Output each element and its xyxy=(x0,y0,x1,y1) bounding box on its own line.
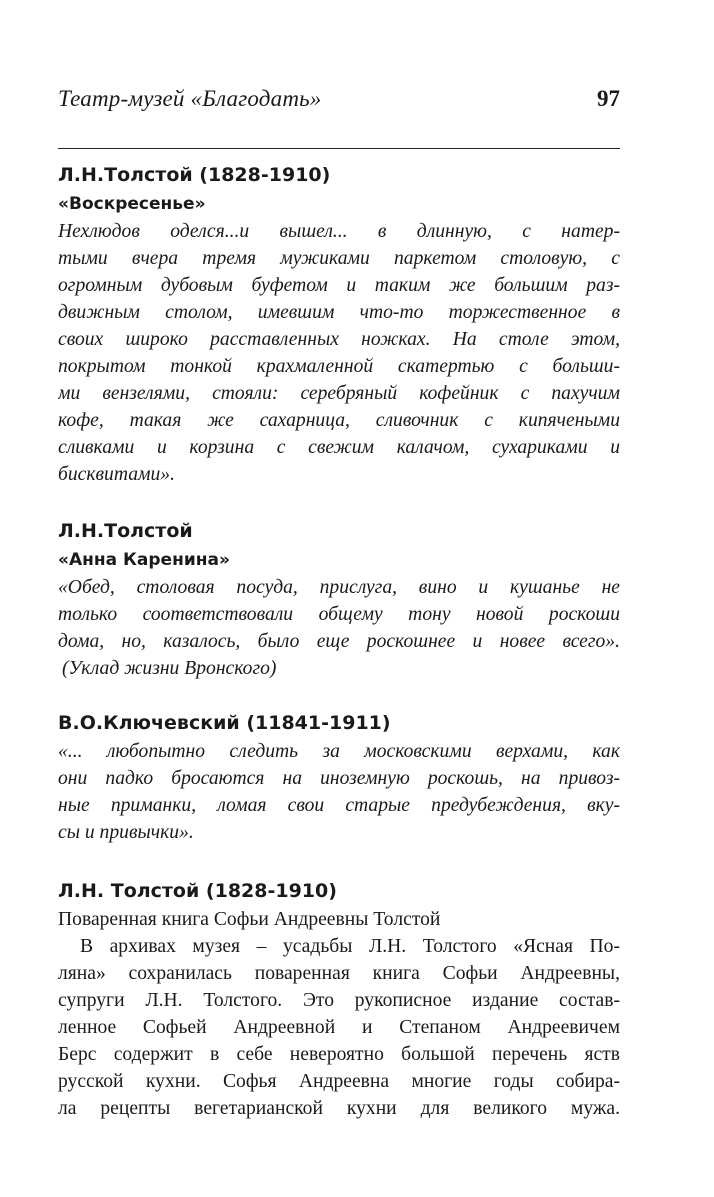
quote-line: дома, но, казалось, было еще роскошнее и новее всего». xyxy=(58,631,620,652)
quote-line: бисквитами». xyxy=(58,464,175,485)
header-rule xyxy=(58,148,620,149)
body-line: Берс содержит в себе невероятно большой перечень яств xyxy=(58,1044,620,1065)
quote-line: покрытом тонкой крахмаленной скатертью с больши- xyxy=(58,356,620,377)
section-author: В.О.Ключевский (11841-1911) xyxy=(58,712,391,734)
section-work-title: «Анна Каренина» xyxy=(58,550,230,570)
page-number: 97 xyxy=(597,86,620,111)
body-line: русской кухни. Софья Андреевна многие годы собира- xyxy=(58,1071,620,1092)
quote-line: «... любопытно следить за московскими верхами, как xyxy=(58,741,620,762)
section-author: Л.Н.Толстой (1828-1910) xyxy=(58,164,331,186)
section-work-title: «Воскресенье» xyxy=(58,194,206,214)
quote-line: тыми вчера тремя мужиками паркетом столовую, с xyxy=(58,248,620,269)
quote-line: только соответствовали общему тону новой роскоши xyxy=(58,604,620,625)
quote-line: движным столом, имевшим что-то торжественное в xyxy=(58,302,620,323)
section-author: Л.Н.Толстой xyxy=(58,520,193,542)
body-line: ла рецепты вегетарианской кухни для великого мужа. xyxy=(58,1098,620,1119)
quote-line: ные приманки, ломая свои старые предубеждения, вку- xyxy=(58,795,620,816)
section-quote xyxy=(58,738,620,846)
quote-line: «Обед, столовая посуда, прислуга, вино и кушанье не xyxy=(58,577,620,598)
section-quote xyxy=(58,218,620,488)
running-head xyxy=(58,86,620,120)
section-body xyxy=(58,906,620,1122)
quote-line: своих широко расставленных ножках. На столе этом, xyxy=(58,329,620,350)
section-klyuchevsky xyxy=(58,708,620,846)
body-line: супруги Л.Н. Толстого. Это рукописное издание состав- xyxy=(58,990,620,1011)
page-content xyxy=(58,160,620,1122)
section-cookbook xyxy=(58,876,620,1122)
running-title: Театр-музей «Благодать» xyxy=(58,86,322,111)
body-line: ленное Софьей Андреевной и Степаном Андреевичем xyxy=(58,1017,620,1038)
quote-line: кофе, такая же сахарница, сливочник с кипячеными xyxy=(58,410,620,431)
section-subtitle: Поваренная книга Софьи Андреевны Толстой xyxy=(58,909,441,930)
quote-line: Нехлюдов оделся...и вышел... в длинную, с натер- xyxy=(58,221,620,242)
quote-line: сы и привычки». xyxy=(58,822,194,843)
quote-line: ми вензелями, стояли: серебряный кофейник с пахучим xyxy=(58,383,620,404)
quote-line: они падко бросаются на иноземную роскошь, на привоз- xyxy=(58,768,620,789)
body-line: ляна» сохранилась поваренная книга Софьи Андреевны, xyxy=(58,963,620,984)
section-voskresenie xyxy=(58,160,620,488)
quote-line: огромным дубовым буфетом и таким же большим раз- xyxy=(58,275,620,296)
body-line: В архивах музея – усадьбы Л.Н. Толстого «Ясная По- xyxy=(80,936,620,957)
section-author: Л.Н. Толстой (1828-1910) xyxy=(58,880,337,902)
section-quote xyxy=(58,574,620,655)
quote-line: сливками и корзина с свежим калачом, сухариками и xyxy=(58,437,620,458)
section-note: (Уклад жизни Вронского) xyxy=(62,658,277,679)
section-anna-karenina xyxy=(58,516,620,682)
